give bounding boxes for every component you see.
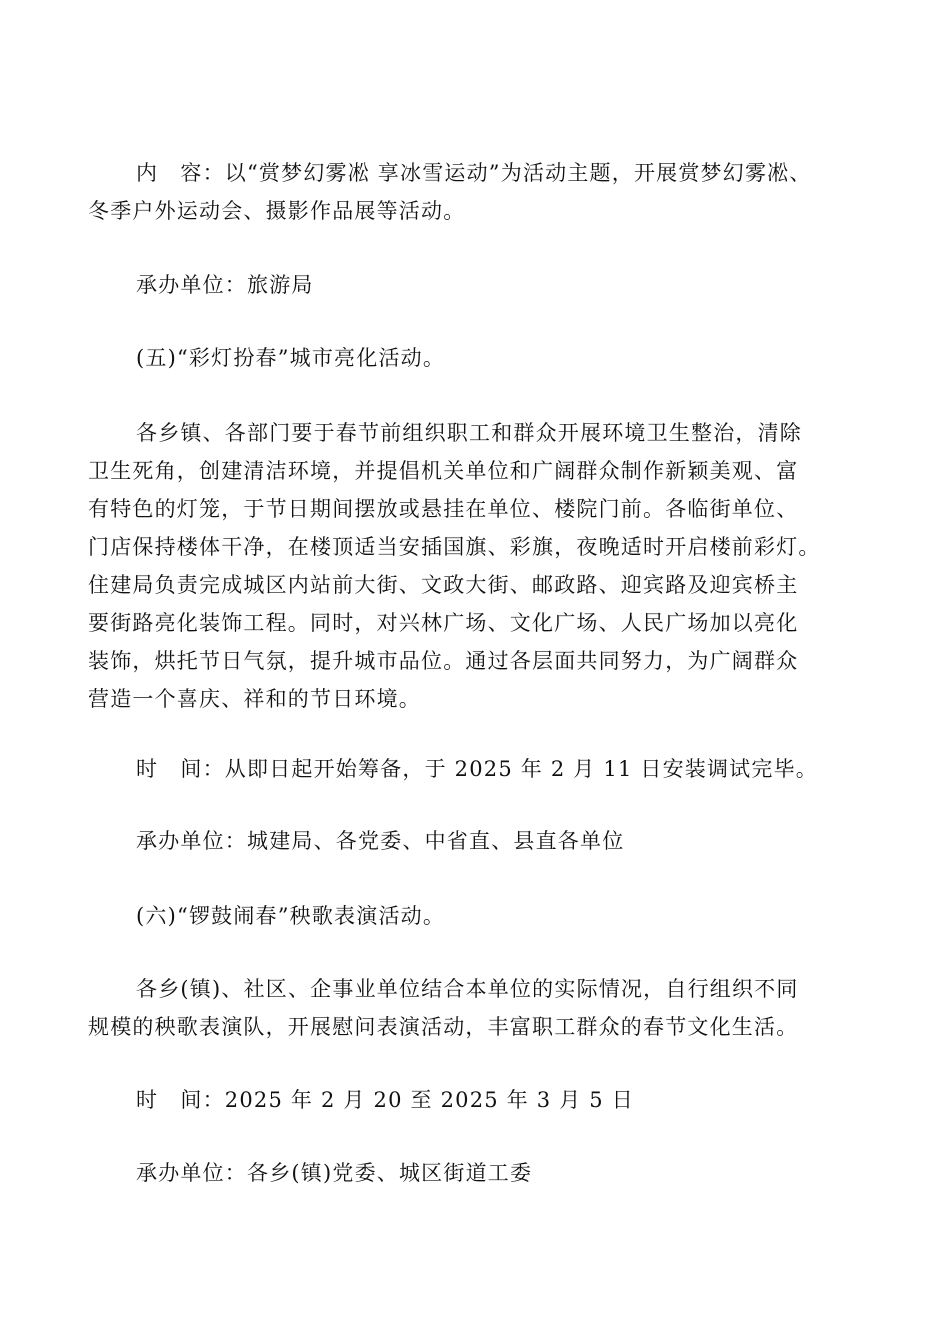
paragraph-line: 住建局负责完成城区内站前大街、文政大街、邮政路、迎宾路及迎宾桥主: [88, 573, 799, 597]
time-line: 时 间：从即日起开始筹备，于 2025 年 2 月 11 日安装调试完毕。: [136, 757, 818, 781]
section-heading: (六)“锣鼓闹春”秧歌表演活动。: [136, 904, 446, 928]
paragraph-line: 内 容：以“赏梦幻雾凇 享冰雪运动”为活动主题，开展赏梦幻雾凇、: [136, 161, 812, 185]
paragraph-line: 卫生死角，创建清洁环境，并提倡机关单位和广阔群众制作新颖美观、富: [88, 459, 799, 483]
organizer-line: 承办单位：各乡(镇)党委、城区街道工委: [136, 1161, 533, 1185]
paragraph-line: 营造一个喜庆、祥和的节日环境。: [88, 687, 421, 711]
content-paragraph: [88, 154, 868, 230]
time-line: 时 间：2025 年 2 月 20 至 2025 年 3 月 5 日: [136, 1088, 634, 1112]
paragraph-line: 装饰，烘托节日气氛，提升城市品位。通过各层面共同努力，为广阔群众: [88, 649, 799, 673]
paragraph-line: 各乡(镇)、社区、企事业单位结合本单位的实际情况，自行组织不同: [136, 977, 799, 1001]
paragraph-line: 门店保持楼体干净，在楼顶适当安插国旗、彩旗，夜晚适时开启楼前彩灯。: [88, 535, 821, 559]
organizer-line: 承办单位：城建局、各党委、中省直、县直各单位: [136, 829, 625, 853]
body-paragraph: [88, 414, 868, 718]
paragraph-line: 要街路亮化装饰工程。同时，对兴林广场、文化广场、人民广场加以亮化: [88, 611, 799, 635]
paragraph-line: 规模的秧歌表演队，开展慰问表演活动，丰富职工群众的春节文化生活。: [88, 1015, 799, 1039]
section-heading: (五)“彩灯扮春”城市亮化活动。: [136, 346, 446, 370]
paragraph-line: 有特色的灯笼，于节日期间摆放或悬挂在单位、楼院门前。各临街单位、: [88, 497, 799, 521]
paragraph-line: 冬季户外运动会、摄影作品展等活动。: [88, 199, 466, 223]
organizer-line: 承办单位：旅游局: [136, 273, 314, 297]
body-paragraph: [88, 970, 868, 1046]
paragraph-line: 各乡镇、各部门要于春节前组织职工和群众开展环境卫生整治，清除: [136, 421, 802, 445]
